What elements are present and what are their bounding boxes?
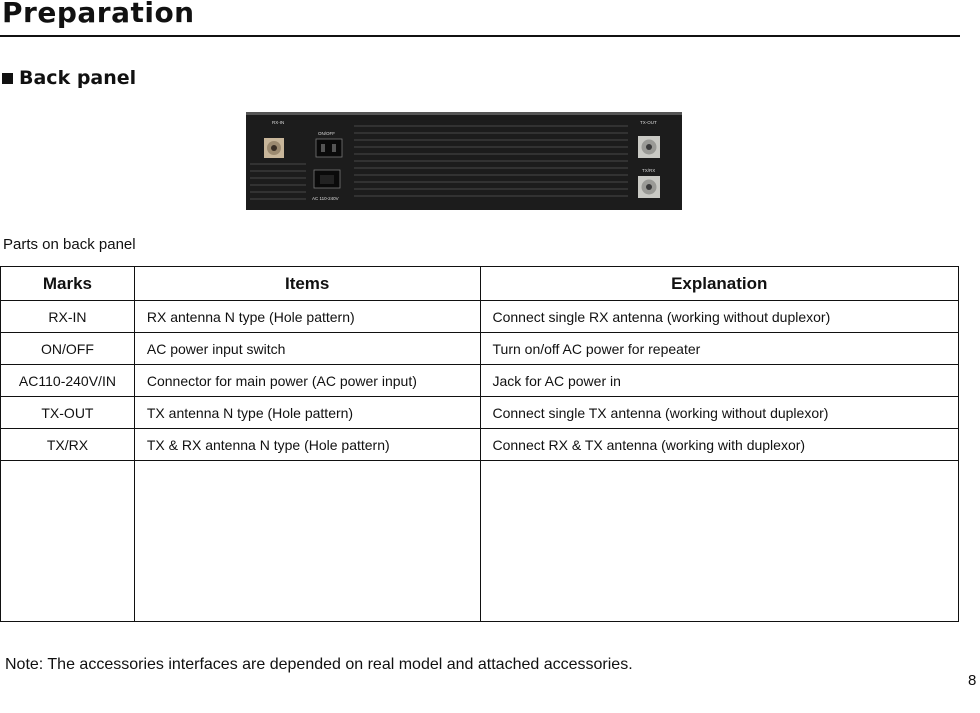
column-header-items: Items — [134, 267, 480, 301]
item-cell: Connector for main power (AC power input) — [134, 365, 480, 397]
table-row — [1, 429, 959, 461]
explanation-cell: Jack for AC power in — [480, 365, 959, 397]
table-row — [1, 301, 959, 333]
footnote: Note: The accessories interfaces are depended on real model and attached accessories. — [5, 656, 633, 673]
explanation-cell: Connect RX & TX antenna (working with duplexor) — [480, 429, 959, 461]
mark-cell: RX-IN — [1, 301, 135, 333]
mark-cell: ON/OFF — [1, 333, 135, 365]
empty-table-row — [1, 461, 959, 622]
tx-rx-label: TX/RX — [642, 168, 656, 173]
mark-cell: TX-OUT — [1, 397, 135, 429]
item-cell: RX antenna N type (Hole pattern) — [134, 301, 480, 333]
parts-table — [0, 266, 959, 622]
section-title: Back panel — [19, 67, 137, 89]
table-caption: Parts on back panel — [3, 236, 136, 253]
on-off-label: ON/OFF — [318, 131, 335, 136]
rx-in-connector — [264, 138, 284, 158]
empty-cell — [1, 461, 135, 622]
explanation-cell: Turn on/off AC power for repeater — [480, 333, 959, 365]
explanation-cell: Connect single RX antenna (working without duplexor) — [480, 301, 959, 333]
item-cell: TX & RX antenna N type (Hole pattern) — [134, 429, 480, 461]
column-header-explanation: Explanation — [480, 267, 959, 301]
empty-cell — [134, 461, 480, 622]
title-divider — [0, 35, 960, 37]
ac-power-label: AC 110-240V — [312, 196, 339, 201]
page-title: Preparation — [2, 0, 195, 29]
mark-cell: TX/RX — [1, 429, 135, 461]
mark-cell: AC110-240V/IN — [1, 365, 135, 397]
table-header-row — [1, 267, 959, 301]
power-switch — [316, 139, 342, 157]
column-header-marks: Marks — [1, 267, 135, 301]
square-bullet-icon — [2, 73, 13, 84]
item-cell: TX antenna N type (Hole pattern) — [134, 397, 480, 429]
tx-out-label: TX-OUT — [640, 120, 657, 125]
table-row — [1, 365, 959, 397]
tx-out-connector — [638, 136, 660, 158]
table-row — [1, 333, 959, 365]
tx-rx-connector — [638, 176, 660, 198]
ac-power-socket — [314, 170, 340, 188]
page-number: 8 — [968, 672, 977, 689]
empty-cell — [480, 461, 959, 622]
rx-in-label: RX-IN — [272, 120, 285, 125]
table-row — [1, 397, 959, 429]
section-heading — [2, 67, 136, 89]
item-cell: AC power input switch — [134, 333, 480, 365]
back-panel-image — [246, 112, 682, 210]
explanation-cell: Connect single TX antenna (working without duplexor) — [480, 397, 959, 429]
